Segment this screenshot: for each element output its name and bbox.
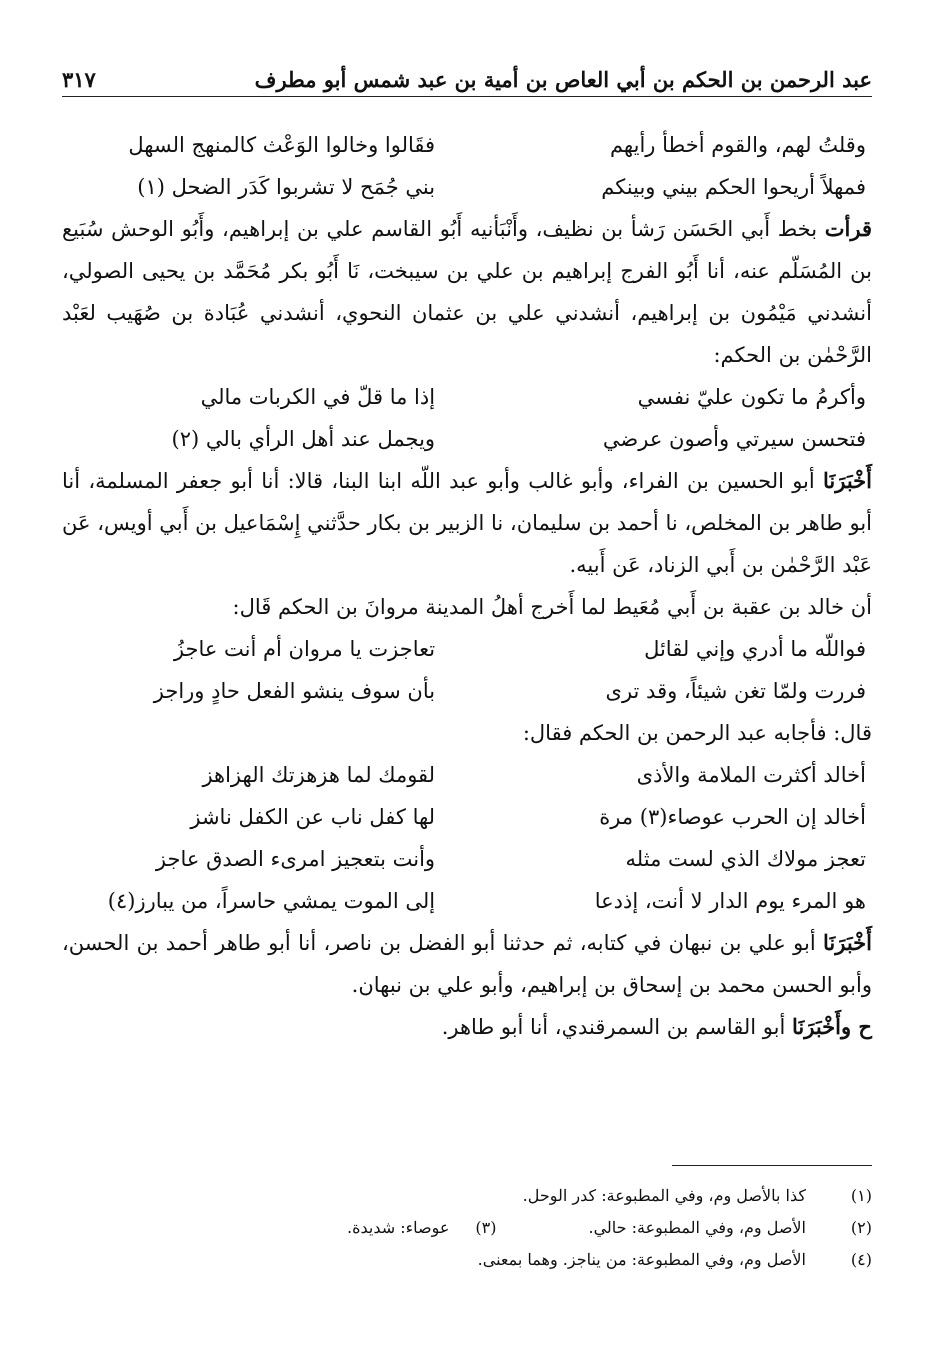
verse-first-hemistich: فتحسن سيرتي وأصون عرضي [602, 427, 866, 451]
verse-second-hemistich: لقومك لما هزهزتك الهزاهز [202, 763, 436, 787]
footnotes [62, 1180, 872, 1276]
paragraph-text: بخط أَبي الحَسَن رَشأ بن نظيف، وأَنْبَأنيه أَبُو القاسم علي بن إبراهيم، وأَبُو الوحش سُبَيع بن المُسَلّم عنه، أنا أَبُو الفرج إبراهيم بن علي بن سيبخت، نَا أَبُو بكر مُحَمَّد بن يحيى الصولي، أنشدني مَيْمُون بن إبراهيم، أنشدني علي بن عثمان النحوي، أنشدني عُبَادة بن صُهَيب لعَبْد الرَّحْمٰن بن الحكم: [62, 217, 872, 367]
prose-paragraph [62, 1006, 872, 1048]
verse-second-hemistich: فقَالوا وخالوا الوَعْث كالمنهج السهل [128, 133, 436, 157]
page-number: ٣١٧ [62, 67, 96, 92]
verse-line [62, 628, 872, 670]
verse-first-hemistich: أخالد أكثرت الملامة والأذى [636, 763, 866, 787]
isnad-keyword: أَخْبَرَنَا [823, 468, 872, 493]
verse-first-hemistich: هو المرء يوم الدار لا أنت، إذدعا [594, 889, 866, 913]
verse-line [62, 376, 872, 418]
verse-second-hemistich: إلى الموت يمشي حاسراً، من يبارز(٤) [107, 889, 436, 913]
verse-first-hemistich: فواللّه ما أدري وإني لقائل [644, 637, 866, 661]
footnote [62, 1244, 872, 1276]
paragraph-text: أبو علي بن نبهان في كتابه، ثم حدثنا أبو الفضل بن ناصر، أنا أبو طاهر أحمد بن الحسن، وأبو الحسن محمد بن إسحاق بن إبراهيم، وأبو علي بن نبهان. [62, 931, 872, 997]
prose-paragraph [62, 208, 872, 376]
verse-line [62, 796, 872, 838]
verse-first-hemistich: أخالد إن الحرب عوصاء(٣) مرة [599, 805, 866, 829]
verse-first-hemistich: وأكرمُ ما تكون عليّ نفسي [637, 385, 866, 409]
prose-paragraph [62, 460, 872, 586]
footnote-text: كذا بالأصل وم، وفي المطبوعة: كدر الوحل. [522, 1186, 806, 1205]
verse-line [62, 166, 872, 208]
verse-second-hemistich: لها كفل ناب عن الكفل ناشز [190, 805, 436, 829]
verse-second-hemistich: وأنت بتعجيز امرىء الصدق عاجز [155, 847, 436, 871]
footnote-number: (٤) [850, 1250, 872, 1269]
main-text [62, 124, 872, 1048]
footnote-text: الأصل وم، وفي المطبوعة: حالي. [588, 1218, 806, 1237]
prose-paragraph [62, 712, 872, 754]
prose-paragraph [62, 922, 872, 1006]
footnote-text: الأصل وم، وفي المطبوعة: من يناجز. وهما بمعنى. [477, 1250, 806, 1269]
footnote-number: (١) [850, 1186, 872, 1205]
verse-second-hemistich: إذا ما قلّ في الكربات مالي [200, 385, 436, 409]
running-header [62, 58, 872, 97]
verse-second-hemistich: ويجمل عند أهل الرأي بالي (٢) [171, 427, 436, 451]
isnad-keyword: أَخْبَرَنَا [823, 930, 872, 955]
verse-line [62, 838, 872, 880]
verse-line [62, 418, 872, 460]
verse-line [62, 124, 872, 166]
verse-first-hemistich: تعجز مولاك الذي لست مثله [625, 847, 866, 871]
verse-first-hemistich: فررت ولمّا تغن شيئاً، وقد ترى [605, 679, 866, 703]
verse-line [62, 754, 872, 796]
paragraph-text: أبو القاسم بن السمرقندي، أنا أبو طاهر. [441, 1015, 792, 1039]
verse-second-hemistich: تعاجزت يا مروان أم أنت عاجزُ [173, 637, 436, 661]
footnote [62, 1212, 872, 1244]
verse-second-hemistich: بني جُمَح لا تشربوا كَدَر الضحل (١) [137, 175, 436, 199]
footnote-text: عوصاء: شديدة. [347, 1218, 450, 1237]
verse-line [62, 880, 872, 922]
footnote [62, 1180, 872, 1212]
footnote-divider [672, 1165, 872, 1166]
footnote-number: (٣) [475, 1218, 497, 1237]
verse-second-hemistich: بأن سوف ينشو الفعل حادٍ وراجز [153, 679, 436, 703]
isnad-keyword: ح وأَخْبَرَنَا [792, 1014, 872, 1039]
prose-paragraph [62, 586, 872, 628]
verse-line [62, 670, 872, 712]
paragraph-text: أن خالد بن عقبة بن أَبي مُعَيط لما أَخرج أهلُ المدينة مروانَ بن الحكم قَال: [232, 595, 872, 619]
verse-first-hemistich: فمهلاً أريحوا الحكم بيني وبينكم [601, 175, 866, 199]
verse-first-hemistich: وقلتُ لهم، والقوم أخطأ رأيهم [609, 133, 866, 157]
footnote-number: (٢) [850, 1218, 872, 1237]
paragraph-text: أبو الحسين بن الفراء، وأبو غالب وأبو عبد اللّه ابنا البنا، قالا: أنا أبو جعفر المسلمة، أنا أبو طاهر بن المخلص، نا أحمد بن سليمان، نا الزبير بن بكار حدَّثني إِسْمَاعيل بن أَبي أويس، عَن عَبْد الرَّحْمٰن بن أَبي الزناد، عَن أَبيه. [62, 469, 872, 577]
paragraph-text: قال: فأجابه عبد الرحمن بن الحكم فقال: [522, 721, 872, 745]
isnad-keyword: قرأت [824, 216, 872, 241]
running-title: عبد الرحمن بن الحكم بن أبي العاص بن أمية بن عبد شمس أبو مطرف [254, 67, 872, 92]
